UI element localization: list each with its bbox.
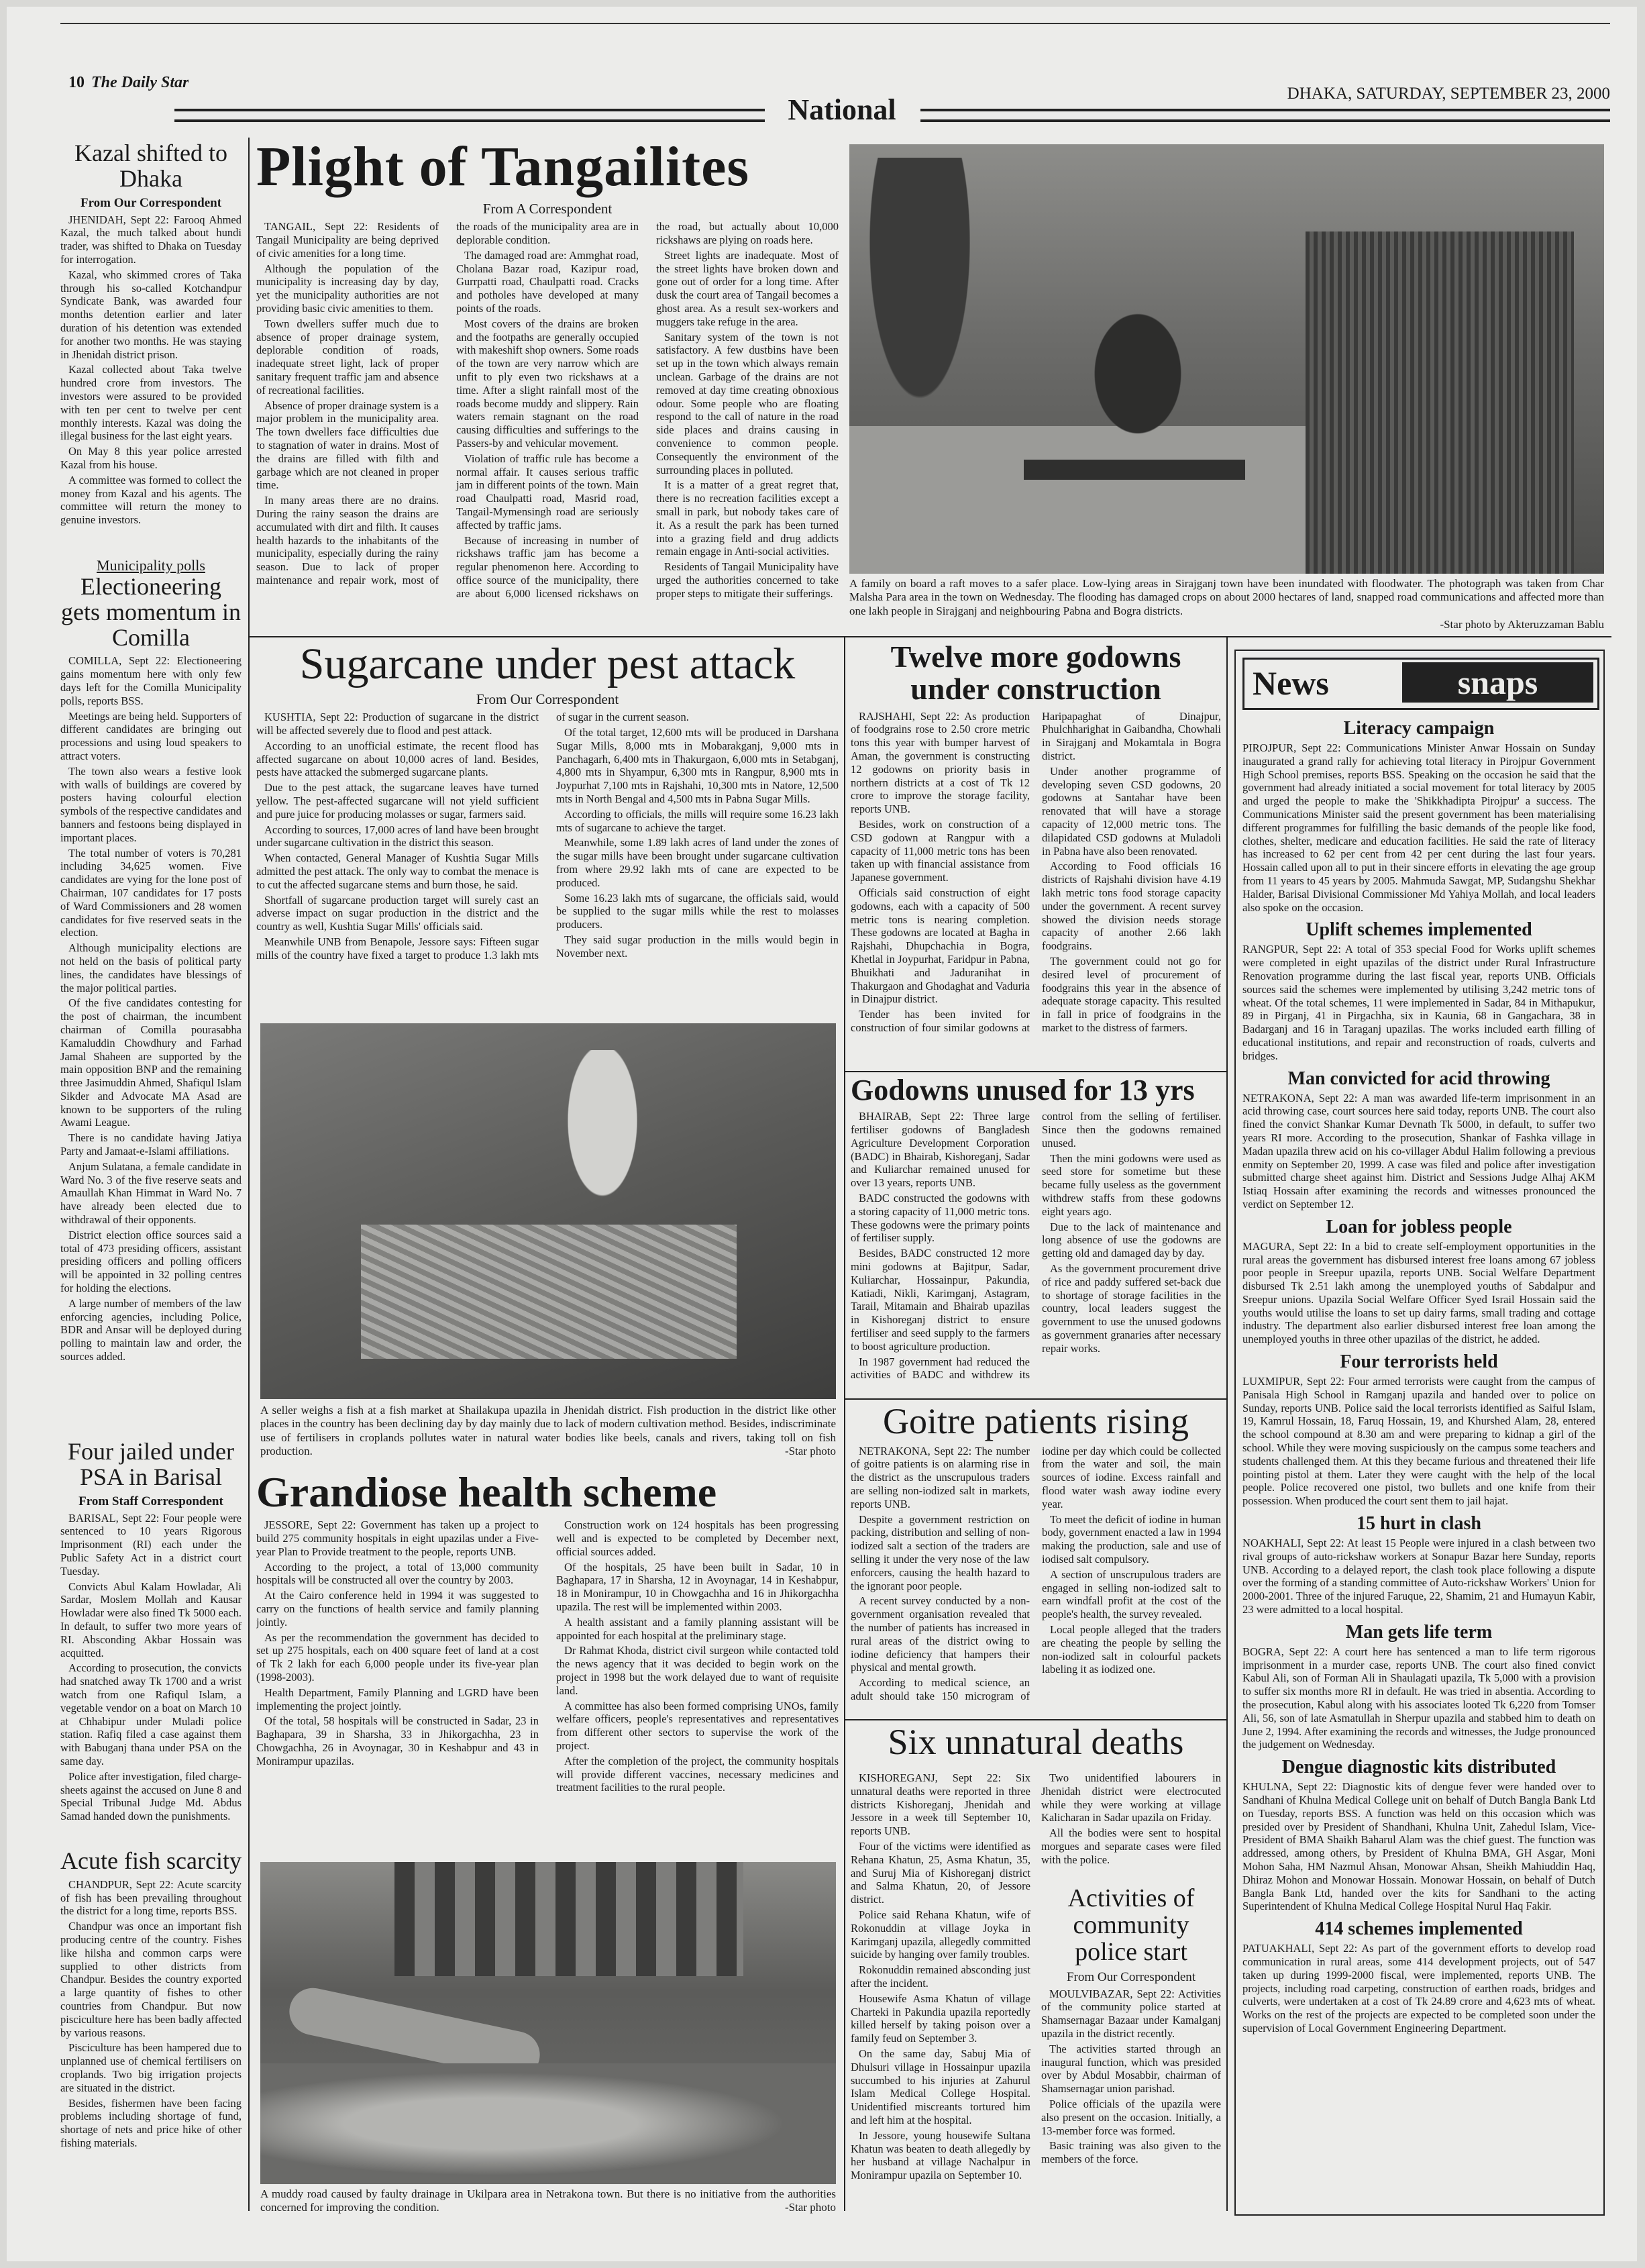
kazal-byline: From Our Correspondent <box>80 195 222 210</box>
fish-headline: Acute fish scarcity <box>60 1849 242 1874</box>
deaths-headline: Six unnatural deaths <box>888 1723 1184 1762</box>
paragraph: According to the project, a total of 13,000 community hospitals will be constructed all over the country by 2003. <box>256 1560 539 1587</box>
mud-photo-caption <box>260 2187 836 2221</box>
paragraph: TANGAIL, Sept 22: Residents of Tangail Municipality are being deprived of civic amenities for a long time. <box>256 220 439 260</box>
fish-caption-text: A seller weighs a fish at a fish market at Shailakupa upazila in Jhenidah district. Fish production in the district like other places in the country has been declining day by day mainly due to lack of modern cultivation method. Besides, indiscriminate use of fertilisers in croplands pollutes water in natural water bodies like beels, canals and rivers, taking toll on fish production. <box>260 1404 836 1458</box>
paragraph: Most covers of the drains are broken and the footpaths are generally occupied with makeshift shop owners. Some roads of the town are very narrow which are unfit to ply even two rickshaws at a time. After a slight rainfall most of the roads become muddy and slippery. Rain waters remain stagnant on the road causing difficulties and sufferings to the Passers-by and vehicular movement. <box>456 317 639 450</box>
comilla-headline: Electioneering gets momentum in Comilla <box>61 573 241 651</box>
paragraph: The total number of voters is 70,281 including 34,625 women. Five candidates are vying for the lone post of Chairman, 107 candidates for 17 posts of Ward Commissioners and 28 women candidates for five reserved seats in the election. <box>60 846 242 939</box>
paragraph: Some 16.23 lakh mts of sugarcane, the officials said, would be supplied to the sugar mills while the rest to molasses producers. <box>556 891 839 931</box>
snap-item <box>1242 1351 1595 1508</box>
paragraph: Town dwellers suffer much due to absence of proper drainage system, deplorable condition of roads, inadequate street light, lack of proper sanitary frequent traffic jam and absence of recreational facilities. <box>256 317 439 397</box>
paragraph: District election office sources said a total of 473 presiding officers, assistant presiding officers and polling officers will be appointed in 32 polling centres for holding the elections. <box>60 1228 242 1295</box>
article-deaths-headline-box <box>851 1723 1221 1770</box>
muddy-road-photo <box>260 1862 836 2184</box>
paragraph: Convicts Abul Kalam Howladar, Ali Sardar, Moslem Mollah and Kausar Howladar were also fined Tk 5000 each. In default, to suffer two more years of RI. Absconding Akbar Hossain was acquitted. <box>60 1580 242 1659</box>
comilla-body <box>60 654 242 1363</box>
paragraph: The town also wears a festive look with walls of buildings are covered by posters having colourful election symbols of the respective candidates and banners and festoons being displayed in important places. <box>60 764 242 844</box>
paragraph: Meanwhile, some 1.89 lakh acres of land under the zones of the sugar mills have been brought under sugarcane cultivation from where 29.92 lakh mts of cane are expected to be produced. <box>556 836 839 889</box>
goitre-headline: Goitre patients rising <box>883 1402 1189 1441</box>
paragraph: Sanitary system of the town is not satisfactory. A few dustbins have been set up in the town which always remain unclean. Garbage of the drains are not removed at day time creating obnoxious odour. Some people who are floating respond to the call of nature in the road side places and drains causing in convenience to common people. Consequently the environment of the surrounding places in polluted. <box>656 330 839 476</box>
dateline: DHAKA, SATURDAY, SEPTEMBER 23, 2000 <box>1287 85 1610 103</box>
tangail-headline: Plight of Tangailites <box>256 138 750 198</box>
comilla-kicker: Municipality polls <box>97 557 205 574</box>
paragraph: JESSORE, Sept 22: Government has taken up a project to build 275 community hospitals in eight upazilas under a Five-year Plan to Provide treatment to the people, reports UNB. <box>256 1518 539 1558</box>
paragraph: KISHOREGANJ, Sept 22: Six unnatural deaths were reported in three districts Kishoreganj, Jhenidah and Jessore in a week till September 10, reports UNB. <box>851 1771 1030 1838</box>
paragraph: Meanwhile UNB from Benapole, Jessore says: Fifteen sugar mills of the country have fixed a target to produce 1.3 lakh mts of sugar in the current season. <box>256 711 689 962</box>
article-godowns-unused <box>851 1075 1221 1397</box>
paragraph: Despite a government restriction on packing, distribution and selling of non-iodized salt a section of the traders are selling it under the very nose of the law enforcers, causing the health hazard to the ignorant poor people. <box>851 1512 1030 1592</box>
rule-left-col <box>248 138 250 2211</box>
godowns-construction-headline: Twelve more godowns under construction <box>890 641 1181 707</box>
snap-headline: Uplift schemes implemented <box>1306 919 1532 941</box>
snap-headline: Man convicted for acid throwing <box>1287 1068 1550 1089</box>
article-health <box>256 1470 839 1859</box>
deaths-body-cont <box>1041 1771 1221 1879</box>
paragraph: Due to the pest attack, the sugarcane leaves have turned yellow. The pest-affected sugarcane will not yield sufficient and pure juice for producing molasses or sugar, farmers said. <box>256 781 539 821</box>
paragraph: Besides, fishermen have been facing problems including shortage of fund, shortage of nets and price hike of other fishing materials. <box>60 2096 242 2149</box>
news-snaps-list <box>1242 713 1595 2209</box>
goitre-body <box>851 1445 1221 1710</box>
paragraph: Police officials of the upazila were also present on the occasion. Initially, a 13-member force was formed. <box>1041 2098 1221 2137</box>
paragraph: Basic training was also given to the members of the force. <box>1041 2139 1221 2166</box>
paragraph: RAJSHAHI, Sept 22: As production of foodgrains rose to 2.50 crore metric tons this year with bumper harvest of Aman, the government is constructing 12 godowns on priority basis in northern districts at a cost of Tk 12 crore to improve the storage facility, reports UNB. <box>851 709 1030 816</box>
paper-name-logo: The Daily Star <box>91 74 189 91</box>
snap-headline: Literacy campaign <box>1343 718 1495 739</box>
paragraph: BADC constructed the godowns with a storing capacity of 11,000 metric tons. These godowns were the primary points of fertiliser supply. <box>851 1191 1030 1245</box>
page-number: 10 <box>68 74 85 91</box>
barisal-headline: Four jailed under PSA in Barisal <box>68 1439 234 1490</box>
snap-text: MAGURA, Sept 22: In a bid to create self-employment opportunities in the rural areas the government has disbursed interest free loans among 67 jobless poor people in Sreepur upazila, reports UNB. Social Welfare Department disbursed Tk 2.51 lakh among the unemployed youths of Sabdalpur and Sreepur unions. Upazila Social Welfare Officer Syed Israil Hossain said the youths would utilise the loans to set up dairy farms, small trading and cottage industry. The department also earlier disbursed interest free loan among the unemployed youths in three other upazilas of the district, he added. <box>1242 1239 1595 1346</box>
paragraph: Local people alleged that the traders are cheating the people by selling the non-iodized salt in colourful packets labeling it as iodized one. <box>1042 1623 1221 1676</box>
flood-photo-caption <box>849 577 1604 634</box>
paragraph: COMILLA, Sept 22: Electioneering gains momentum here with only few days left for the Comilla Municipality polls, reports BSS. <box>60 654 242 707</box>
tangail-body <box>256 220 839 616</box>
paragraph: All the bodies were sent to hospital morgues and separate cases were filed with the police. <box>1041 1826 1221 1866</box>
paragraph: Health Department, Family Planning and LGRD have been implementing the project jointly. <box>256 1686 539 1712</box>
snap-headline: Loan for jobless people <box>1326 1216 1512 1237</box>
paragraph: Shortfall of sugarcane production target will surely cast an adverse impact on sugar production in the district and the country as well, Kushtia Sugar Mills' officials said. <box>256 893 539 933</box>
paragraph: The government could not go for desired level of procurement of foodgrains this year in the absence of adequate storage capacity. This resulted in fall in price of foodgrains in the market to the distress of farmers. <box>1042 954 1221 1034</box>
photo-fish-pile <box>361 1225 737 1359</box>
paragraph: MOULVIBAZAR, Sept 22: Activities of the community police started at Shamsernagar Bazaar under Kamalganj upazila in the district recently. <box>1041 1987 1221 2041</box>
paragraph: Anjum Sulatana, a female candidate in Ward No. 3 of the five reserve seats and Amaullah Khan Himmat in Ward No. 7 have already been elected due to withdrawal of their opponents. <box>60 1159 242 1227</box>
paragraph: Besides, BADC constructed 12 more mini godowns at Bajitpur, Sadar, Kuliarchar, Hossainpur, Pakundia, Katiadi, Nikli, Karimganj, Astagram, Tarail, Mitamain and Bhairab upazilas in Kishoreganj district to ensure fertiliser and seed supply to the farmers to boost agriculture production. <box>851 1247 1030 1353</box>
tangail-byline: From A Correspondent <box>482 201 613 217</box>
paragraph: BARISAL, Sept 22: Four people were sentenced to 10 years Rigorous Imprisonment (RI) each under the Public Safety Act in a district court Tuesday. <box>60 1511 242 1578</box>
paragraph: Violation of traffic rule has become a normal affair. It causes serious traffic jam in different points of the town. Main road Chaulpatti road, Masrid road, Tangail-Mymensingh road are seriously affected by traffic jams. <box>456 452 639 531</box>
flood-caption-credit: -Star photo by Akteruzzaman Bablu <box>1440 618 1604 631</box>
paragraph: Four of the victims were identified as Rehana Khatun, 25, Asma Khatun, 35, and Suruj Mia of Kishoreganj district and Salma Khatun, 20, of Jessore district. <box>851 1839 1030 1906</box>
paragraph: Of the total, 58 hospitals will be constructed in Sadar, 23 in Baghapara, 39 in Sharsha, 33 in Jhikorgachha, 23 in Chowgachha, 26 in Avoynagar, 30 in Keshabpur and 43 in Monirampur upazilas. <box>256 1714 539 1767</box>
paragraph: Although the population of the municipality is increasing day by day, yet the municipality authorities are not providing basic civic amenities to them. <box>256 262 439 315</box>
paragraph: A large number of members of the law enforcing agencies, including Police, BDR and Ansar will be deployed during polling to maintain law and order, the sources added. <box>60 1296 242 1363</box>
paragraph: There is no candidate having Jatiya Party and Jamaat-e-Islami affiliations. <box>60 1131 242 1158</box>
paragraph: In many areas there are no drains. During the rainy season the drains are accumulated with dirt and filth. It causes health hazards to the inhabitants of the municipality, especially during the rainy season. Due to lack of proper maintenance and repair work, most of the roads of the municipality area are in deplorable condition. <box>256 220 639 586</box>
paragraph: On the same day, Sabuj Mia of Dhulsuri village in Hossainpur upazila succumbed to his injuries at Zahurul Islam Medical College Hospital. Unidentified miscreants tortured him and left him at the hospital. <box>851 2047 1030 2126</box>
deaths-body <box>851 1771 1030 2221</box>
top-rule <box>60 23 1610 24</box>
snap-text: PATUAKHALI, Sept 22: As part of the government efforts to develop road communication in rural areas, some 414 development projects, out of 547 taken up during 1999-2000 fiscal, were implemented, reports UNB. The projects, including road carpeting, construction of earthen roads, bridges and culverts, were undertaken at a cost of Tk 24.89 crore and 4,623 mts of wheat. Works on the rest of the projects are expected to be completed soon under the supervision of Local Government Engineering Department. <box>1242 1942 1595 2034</box>
paragraph: As per the recommendation the government has decided to set up 275 hospitals, each on 400 square feet of land at a cost of Tk 2 lakh for each 6,000 people under its five-year plan (1998-2003). <box>256 1631 539 1684</box>
snap-headline: Four terrorists held <box>1340 1351 1498 1373</box>
paragraph: According to sources, 17,000 acres of land have been brought under sugarcane cultivation in the district this season. <box>256 823 539 849</box>
article-kazal <box>60 141 242 544</box>
paragraph: Rokonuddin remained absconding just after the incident. <box>851 1963 1030 1990</box>
article-goitre <box>851 1402 1221 1718</box>
fish-body <box>60 1878 242 2150</box>
paragraph: According to officials, the mills will require some 16.23 lakh mts of sugarcane to achieve the target. <box>556 807 839 834</box>
sugarcane-body <box>256 711 839 1006</box>
paragraph: Of the hospitals, 25 have been built in Sadar, 10 in Baghapara, 17 in Sharsha, 12 in Avoynagar, 14 in Keshabpur, 18 in Monirampur, 10 in Chowgachha and 16 in Jhikorgachha upazila. The rest will be implemented within 2003. <box>556 1560 839 1613</box>
snap-text: NETRAKONA, Sept 22: A man was awarded life-term imprisonment in an acid throwing case, court sources here said today, reports UNB. The court also fined the convict Shankar Kumar Devnath Tk 5000, in default, to suffer two years RI more. According to the prosecution, Shankar of Fashka village in Madan upazila threw acid on his co-villager Abdul Halim following a previous enmity on September 20, 1999. A case was filed and police after investigation submitted charge sheet against him. District and Sessions Judge Alhaj AKM Istiaq Hossain after examining the records and witnesses pronounced the verdict on September 12. <box>1242 1091 1595 1210</box>
paragraph: Because of increasing in number of rickshaws traffic jam has become a regular phenomenon here. According to office source of the municipality, there are about 6,000 licensed rickshaws on the road, but actually about 10,000 rickshaws are plying on roads here. <box>456 220 839 600</box>
paragraph: Of the five candidates contesting for the post of chairman, the incumbent chairman of Comilla pourasabha Kamaluddin Chowdhury and Farhad Jamal Shaheen are supported by the main opposition BNP and the remaining three Jasimuddin Ahmed, Shafiqul Islam Sikder and Advocate MA Asad are known to be supporters of the ruling Awami League. <box>60 996 242 1129</box>
flood-caption-text: A family on board a raft moves to a safer place. Low-lying areas in Sirajganj town have been inundated with floodwater. The photograph was taken from Char Malsha Para area in the town on Wednesday. The flooding has damaged crops on about 2000 hectares of land, snapped road communications and affected more than one lakh people in Sirajganj and neighbouring Pabna and Bogra districts. <box>849 577 1604 617</box>
news-snaps-title-right: snaps <box>1402 662 1593 703</box>
rule-right-col <box>1226 637 1228 2211</box>
article-fish <box>60 1849 242 2224</box>
snap-item <box>1242 1918 1595 2035</box>
paragraph: It is a matter of a great regret that, there is no recreation facilities except a small in park, but nobody takes care of it. As a result the park has been turned into a grazing field and drug addicts remain engage in Anti-social activities. <box>656 478 839 558</box>
rule-top-band <box>250 636 1611 637</box>
snap-item <box>1242 1757 1595 1913</box>
snap-item <box>1242 1217 1595 1346</box>
paragraph: Then the mini godowns were used as seed store for sometime but these became fully useless as the government withdrew staffs from these godowns eight years ago. <box>1042 1151 1221 1218</box>
sugarcane-byline: From Our Correspondent <box>476 691 619 708</box>
paragraph: Police said Rehana Khatun, wife of Rokonuddin at village Joyka in Karimganj upazila, allegedly committed suicide by hanging over family troubles. <box>851 1908 1030 1961</box>
fish-caption-credit: -Star photo <box>784 1445 836 1458</box>
snap-item <box>1242 718 1595 914</box>
paragraph: Although municipality elections are not held on the basis of political party lines, the candidates have blessings of the major political parties. <box>60 941 242 994</box>
snap-text: PIROJPUR, Sept 22: Communications Minister Anwar Hossain on Sunday inaugurated a grand rally for achieving total literacy in Pirojpur Government High School premises, reports BSS. Speaking on the occasion he said that the government had already initiated a social movement for total literacy by 2005 and urged the people to make the 'Shikkhadipta Pirojpur' a success. The Communications Minister said the present government has been materialising different programmes for fulfilling the basic demands of the people like food, clothes, shelter, medicare and education facilities. He said the rate of literacy has increased to 62 per cent from 42 per cent during the last four years. Hossain called upon all to put in their sincere efforts in elevating the age group from 11 years to 45 years by 2005. Mahmuda Sawgat, MP, Sudangshu Shekhar Halder, Barisal Divisional Commissioner Md Yahiya Mollah, and local leaders also spoke on the occasion. <box>1242 741 1595 914</box>
snap-headline: Man gets life term <box>1345 1621 1493 1643</box>
snap-text: BOGRA, Sept 22: A court here has sentenced a man to life term rigorous imprisonment in a murder case, reports UNB. The court also fined convict Kabul Ali, son of Forman Ali in Shaulagati upazila, Tk 5,000 with a provision to suffer six months more RI in default. He was tried in absentia. According to the prosecution, Kabul along with his associates looted Tk 6,220 from Tomser Ali, 56, son of late Asmatullah in Sherpur upazila and stabbed him to death on June 2, 1994. After examining the records and witnesses, the Judge pronounced the judgement on Wednesday. <box>1242 1645 1595 1751</box>
snap-item <box>1242 1068 1595 1211</box>
paragraph: As the government procurement drive of rice and paddy suffered set-back due to shortage of storage facilities in the country, local leaders suggest the government to use the unused godowns as government granaries after necessary repair works. <box>1042 1261 1221 1355</box>
paragraph: NETRAKONA, Sept 22: The number of goitre patients is on alarming rise in the district as the unscrupulous traders are selling non-iodized salt in markets, reports UNB. <box>851 1444 1030 1510</box>
rule-godowns <box>845 1071 1226 1072</box>
paragraph: A committee has also been formed comprising UNOs, family welfare officers, people's representatives and representatives from different other sectors to supervise the work of the project. <box>556 1699 839 1752</box>
paragraph: Two unidentified labourers in Jhenidah district were electrocuted while they were working at village Kalicharan in Sadar upazila on Friday. <box>1041 1771 1221 1824</box>
paragraph: The activities started through an inaugural function, which was presided over by Abdul Mosabbir, chairman of Shamsernagar union parishad. <box>1041 2042 1221 2096</box>
paragraph: Residents of Tangail Municipality have urged the authorities concerned to take proper steps to mitigate their sufferings. <box>656 560 839 600</box>
paragraph: KUSHTIA, Sept 22: Production of sugarcane in the district will be affected severely due to flood and pest attack. <box>256 711 539 737</box>
paragraph: Officials said construction of eight godowns, each with a capacity of 500 metric tons is nearing completion. These godowns are located at Bagha in Rajshahi, Dhupchachia in Bogra, Khetlal in Joypurhat, Faridpur in Pabna, Bhuikhati and Jaduranihat in Thakurgaon and Ghodaghat and Vaduria in Dinajpur district. <box>851 886 1030 1006</box>
health-body <box>256 1518 839 1834</box>
paragraph: A committee was formed to collect the money from Kazal and his agents. The committee will return the money to genuine investors. <box>60 473 242 527</box>
snap-headline: Dengue diagnostic kits distributed <box>1281 1757 1556 1778</box>
godowns-unused-headline: Godowns unused for 13 yrs <box>851 1075 1195 1106</box>
article-comilla <box>60 557 242 1429</box>
paragraph: Street lights are inadequate. Most of the street lights have broken down and gone out of order for a long time. After dusk the court area of Tangail becomes a ghost area. As a result sex-workers and muggers take refuge in the area. <box>656 248 839 328</box>
snap-item <box>1242 919 1595 1062</box>
paragraph: Dr Rahmat Khoda, district civil surgeon while contacted told the news agency that it was decided to begin work on the project in 1998 but the work delayed due to want of requisite land. <box>556 1644 839 1697</box>
barisal-byline: From Staff Correspondent <box>78 1494 223 1508</box>
snap-headline: 414 schemes implemented <box>1315 1918 1523 1940</box>
article-police <box>1041 1886 1221 2221</box>
paragraph: Due to the lack of maintenance and long absence of use the godowns are getting old and damaged day by day. <box>1042 1220 1221 1260</box>
snap-item <box>1242 1622 1595 1751</box>
paragraph: According to prosecution, the convicts had snatched away Tk 1700 and a wrist watch from one Rafiqul Islam, a vegetable vendor on a boat on March 10 at Chhabipur under Muladi police station. Rafiq filed a case against them with Babuganj thana under PSA on the same day. <box>60 1661 242 1767</box>
article-tangail <box>256 138 839 634</box>
photo-figures <box>1071 312 1205 466</box>
snap-text: NOAKHALI, Sept 22: At least 15 People were injured in a clash between two rival groups of auto-rickshaw workers at Sonapur Bazar here Sunday, reports UNB. According to a delayed report, the clash took place following a dispute over the forming of a standing committee of Auto-rickshaw Workers' Union for 2000-2001. Three of the injured Faruque, 22, Shamim, 21 and Humayun Kabir, 23 were admitted to a local hospital. <box>1242 1537 1595 1616</box>
photo-shed <box>1306 231 1574 574</box>
article-godowns-construction <box>851 641 1221 1070</box>
paragraph: At the Cairo conference held in 1994 it was suggested to carry on the functions of health service and family planning jointly. <box>256 1589 539 1629</box>
police-byline: From Our Correspondent <box>1066 1969 1196 1984</box>
photo-mud <box>260 2063 836 2184</box>
snap-text: LUXMIPUR, Sept 22: Four armed terrorists were caught from the campus of Panisala High School in Ramganj upazila and handed over to police on Sunday, reports UNB. Police said the local terrorists identified as Saiful Islam, 19, Kamrul Hossain, 18, Faruq Hossain, 19, and Khurshed Alam, 28, entered the school compound at 8.30 am and were preparing to kidnap a girl of the school. While they were moving suspiciously on the campus some teachers and students challenged them. At this they became furious and threatened their life pointing pistol at them. Later they were caught with the help of the local people. Police recovered one pistol, two bullets and one knife from their possession. When produced the court sent them to jail hajat. <box>1242 1375 1595 1508</box>
paragraph: They said sugar production in the mills would begin in November next. <box>556 933 839 960</box>
paragraph: On May 8 this year police arrested Kazal from his house. <box>60 445 242 471</box>
paragraph: A section of unscrupulous traders are engaged in selling non-iodized salt to earn windfall profit at the cost of the people's health, the survey revealed. <box>1042 1567 1221 1621</box>
news-snaps-title-left: News <box>1253 664 1329 702</box>
paragraph: Meetings are being held. Supporters of different candidates are bringing out processions and using loud speakers to attract voters. <box>60 709 242 762</box>
rule-goitre <box>845 1398 1226 1400</box>
paragraph: The damaged road are: Ammghat road, Cholana Bazar road, Kazipur road, Gurrpatti road, Chaulpatti road. Cracks and potholes have developed at many points of the roads. <box>456 248 639 315</box>
paragraph: In Jessore, young housewife Sultana Khatun was beaten to death allegedly by her husband at village Nachalpur in Monirampur upazila on September 10. <box>851 2128 1030 2182</box>
paragraph: Under another programme of developing seven CSD godowns, 20 godowns at Santahar have been renovated that will have a storage capacity of 12,000 metric tons. The dilapidated CSD godowns at Muladoli in Pabna have also been renovated. <box>1042 764 1221 858</box>
paragraph: Of the total target, 12,600 mts will be produced in Darshana Sugar Mills, 8,000 mts in Mobarakganj, 9,000 mts in Panchagarh, 6,400 mts in Thakurgaon, 6,000 mts in Setabganj, 4,800 mts in Shyampur, 6,300 mts in Rangpur, 8,900 mts in Joypurhat 7,100 mts in Rajshahi, 10,300 mts in Natore, 12,500 mts in North Bengal and 4,500 mts in Pabna Sugar Mills. <box>556 726 839 806</box>
sugarcane-headline: Sugarcane under pest attack <box>299 641 796 688</box>
paragraph: A recent survey conducted by a non-government organisation revealed that the number of patients has increased in rural areas of the district owing to iodine deficiency that hampers their physical and mental growth. <box>851 1594 1030 1674</box>
news-snaps-title <box>1242 658 1599 710</box>
paragraph: In 1987 government had reduced the activities of BADC and withdrew its control from the selling of fertiliser. Since then the godowns remained unused. <box>851 1110 1221 1382</box>
masthead <box>7 7 1637 134</box>
photo-tree <box>856 158 984 440</box>
godowns-construction-body <box>851 710 1221 1066</box>
paragraph: A health assistant and a family planning assistant will be appointed for each hospital at the preliminary stage. <box>556 1615 839 1642</box>
barisal-body <box>60 1512 242 1823</box>
paragraph: BHAIRAB, Sept 22: Three large fertiliser godowns of Bangladesh Agriculture Development Corporation (BADC) in Bhairab, Kishoreganj, Sadar and Kuliarchar remained unused for over 13 years, reports UNB. <box>851 1110 1030 1190</box>
paragraph: Kazal collected about Taka twelve hundred crore from investors. The investors were assured to be provided with ten per cent to twelve per cent monthly interests. Kazal was doing the illegal business for the last eight years. <box>60 363 242 443</box>
mud-caption-credit: -Star photo <box>784 2201 836 2214</box>
photo-seller <box>542 1050 663 1251</box>
mud-caption-text: A muddy road caused by faulty drainage in Ukilpara area in Netrakona town. But there is no initiative from the authorities concerned for improving the condition. <box>260 2187 836 2214</box>
rule-deaths <box>845 1719 1226 1720</box>
paragraph: Police after investigation, filed charge-sheets against the accused on June 8 and Special Tribunal Judge Md. Abdus Samad handed down the punishments. <box>60 1769 242 1823</box>
godowns-unused-body <box>851 1110 1221 1392</box>
paragraph: After the completion of the project, the community hospitals will provide different vaccines, necessary medicines and treatment facilities to the rural people. <box>556 1754 839 1794</box>
police-headline: Activities of community police start <box>1067 1886 1195 1966</box>
snap-text: RANGPUR, Sept 22: A total of 353 special Food for Works uplift schemes were completed in eight upazilas of the district under Rural Infrastructure Renovation programme during the last fiscal year, reports UNB. Officials sources said the schemes were implemented by utilising 3,242 metric tons of wheat. Of the total schemes, 11 were implemented in Sadar, 84 in Mithapukur, 89 in Pirganj, 41 in Pirgachha, six in Kaunia, 68 in Gangachara, 38 in Badarganj and 16 in Taraganj upazilas. The works included earth filling of educational institutions, and repair and reconstruction of roads, culverts and bridges. <box>1242 943 1595 1062</box>
paragraph: Absence of proper drainage system is a major problem in the municipality area. The town dwellers face difficulties due to stagnation of water in drains. Most of the drains are filled with filth and garbage which are not cleaned in proper time. <box>256 399 439 492</box>
kazal-body <box>60 213 242 527</box>
section-bar-left <box>174 109 765 122</box>
news-snaps-box <box>1234 650 1605 2216</box>
article-sugarcane <box>256 641 839 1017</box>
police-body <box>1041 1988 1221 2166</box>
fish-photo-caption <box>260 1404 836 1468</box>
health-headline: Grandiose health scheme <box>256 1470 717 1516</box>
newspaper-page <box>7 7 1637 2261</box>
paragraph: Tender has been invited for construction of four similar godowns at Haripараghat of Dinajpur, Phulchharighat in Gaibandha, Chowhali in Sirajganj and Mokamtala in Bogra district. <box>851 709 1221 1034</box>
snap-text: KHULNA, Sept 22: Diagnostic kits of dengue fever were handed over to Sandhani of Khulna Medical College unit on behalf of Dutch Bangla Bank Ltd on Tuesday, reports BSS. A function was held on this occasion which was presided over by President of Shandhani, Khulna Unit, Zahedul Islam, Vice-President of BMA Shaikh Baharul Alam was the chief guest. The function was addressed, among others, by President of Khulna BMA, GH Asgar, Moni Mohon Saha, HM Nazmul Ahsan, Monowar Ahsan, Sheikh Mahiuddin Haq, Dhiraz Mohon and Monowar Hossain. Monowar Hossain, on behalf of Dutch Bangla Bank Ltd, handed over the kits for Sandhani to the acting Superintendent of Khulna Medical College Hospital Nurul Haq Fakir. <box>1242 1780 1595 1913</box>
paragraph: According to an unofficial estimate, the recent flood has affected sugarcane on about 10,000 acres of land. Besides, pests have attacked the submerged sugarcane plants. <box>256 739 539 779</box>
paragraph: Chandpur was once an important fish producing centre of the country. Fishes like hilsha and common carps were supplied to other districts from Chandpur. Besides the country exported a large quantity of fishes to other countries from Chandpur. But now pisciculture here has been badly affected by various reasons. <box>60 1920 242 2039</box>
paragraph: Housewife Asma Khatun of village Charteki in Pakundia upazila reportedly killed herself by taking poison over a family feud on September 3. <box>851 1992 1030 2045</box>
paragraph: CHANDPUR, Sept 22: Acute scarcity of fish has been prevailing throughout the district for a long time, reports BSS. <box>60 1877 242 1918</box>
kazal-headline: Kazal shifted to Dhaka <box>74 141 227 192</box>
paragraph: According to medical science, an adult should take 150 microgram of iodine per day which could be collected from the water and soil, the main sources of iodine. Excess rainfall and flood water wash away iodine every year. <box>851 1444 1221 1703</box>
article-barisal <box>60 1439 242 1828</box>
snap-headline: 15 hurt in clash <box>1357 1513 1481 1535</box>
paragraph: Construction work on 124 hospitals has been progressing well and is expected to be completed by December next, official sources added. <box>556 1518 839 1558</box>
paragraph: To meet the deficit of iodine in human body, government enacted a law in 1994 making the production, sale and use of iodised salt compulsory. <box>1042 1512 1221 1566</box>
photo-building <box>394 1862 743 1976</box>
fish-market-photo <box>260 1023 836 1399</box>
paragraph: According to Food officials 16 districts of Rajshahi division have 4.19 lakh metric tons food storage capacity under the government. A recent survey showed the division needs storage capacity of another 2.66 lakh foodgrains. <box>1042 860 1221 953</box>
paragraph: JHENIDAH, Sept 22: Farooq Ahmed Kazal, the much talked about hundi trader, was shifted to Dhaka on Tuesday for interrogation. <box>60 213 242 266</box>
paragraph: Pisciculture has been hampered due to unplanned use of chemical fertilisers on croplands. Two big irrigation projects are situated in the district. <box>60 2041 242 2094</box>
paragraph: Besides, work on construction of a CSD godown at Rangpur with a capacity of 11,000 metric tons has been taken up with financial assistance from Japanese government. <box>851 817 1030 884</box>
flood-photo <box>849 144 1604 574</box>
snap-item <box>1242 1513 1595 1616</box>
paragraph: When contacted, General Manager of Kushtia Sugar Mills admitted the pest attack. The only way to combat the menace is to cut the affected sugarcane stems and burn those, he said. <box>256 852 539 891</box>
section-bar-right <box>920 109 1610 122</box>
paragraph: Kazal, who skimmed crores of Taka through his so-called Kotchandpur Syndicate Bank, was awarded four months detention earlier and later duration of his detention was extended for another two months. He was staying in Jhenidah district prison. <box>60 268 242 361</box>
rule-mid-col <box>844 637 845 2211</box>
section-title: National <box>788 93 896 126</box>
